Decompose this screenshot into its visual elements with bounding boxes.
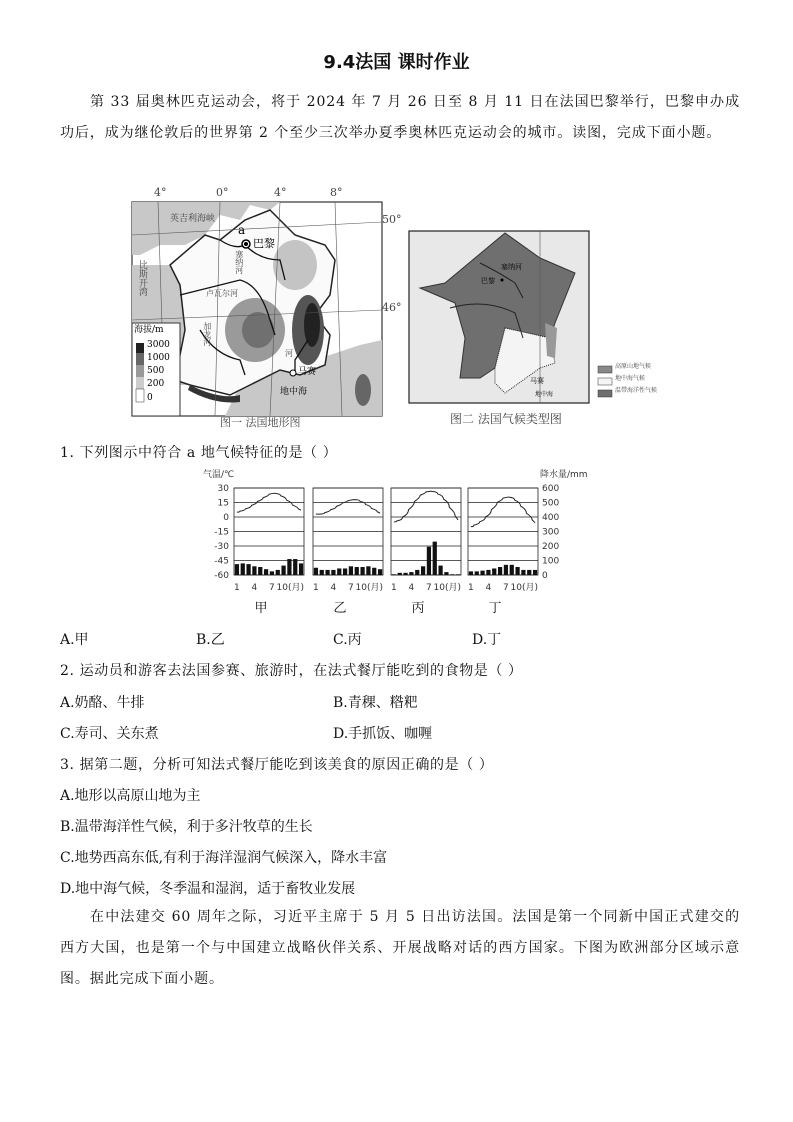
paris-label: 巴黎 <box>253 237 275 250</box>
legend-title: 海拔/m <box>134 325 164 335</box>
month-tick-label: 1 <box>468 583 474 593</box>
precip-bar <box>480 571 484 575</box>
precip-tick-label: 0 <box>542 571 548 581</box>
month-tick-label: 10(月) <box>510 583 538 593</box>
panel-label: 乙 <box>333 601 347 616</box>
seine-label: 塞纳河 <box>234 250 244 274</box>
precip-bar <box>444 572 448 575</box>
legend-highland: 高原山地气候 <box>615 363 652 370</box>
mediterranean-label: 地中海 <box>280 387 308 397</box>
month-tick-label: 7 <box>348 583 354 593</box>
month-tick-label: 10(月) <box>276 583 304 593</box>
precip-tick-label: 500 <box>542 498 560 509</box>
q3-option-d[interactable]: D.地中海气候，冬季温和湿润，适于畜牧业发展 <box>60 881 356 897</box>
garonne-label: 加龙河 <box>202 322 212 346</box>
precip-tick-label: 200 <box>542 542 560 552</box>
marseille-label: 马赛 <box>298 367 317 377</box>
precip-bar <box>515 567 519 575</box>
month-tick-label: 1 <box>234 583 240 593</box>
panel-label: 丁 <box>488 601 502 616</box>
temp-tick-label: -45 <box>214 556 229 567</box>
temp-tick-label: -60 <box>214 571 229 581</box>
point-a-label: a <box>238 223 246 237</box>
month-tick-label: 4 <box>485 583 492 593</box>
outro-paragraph: 在中法建交 60 周年之际，习近平主席于 5 月 5 日出访法国。法国是第一个同新中国正式建交的西方大国，也是第一个与中国建立战略伙伴关系、开展战略对话的西方国家。下图为欧洲部分区域示意图。据此完成下面小题。 <box>60 909 740 987</box>
precip-tick-label: 400 <box>542 513 560 523</box>
channel-label: 英吉利海峡 <box>170 214 216 224</box>
q3-option-c[interactable]: C.地势西高东低,有利于海洋湿润气候深入，降水丰富 <box>60 850 388 866</box>
precip-bar <box>433 542 437 575</box>
precip-bar <box>438 566 442 575</box>
precip-tick-label: 600 <box>542 484 560 494</box>
lon-label: 0° <box>216 186 229 199</box>
q1-option-d[interactable]: D.丁 <box>472 632 502 648</box>
precip-bar <box>325 570 329 575</box>
intro-paragraph: 第 33 届奥林匹克运动会，将于 2024 年 7 月 26 日至 8 月 11 日在法国巴黎举行，巴黎申办成功后，成为继伦敦后的世界第 2 个至少三次举办夏季奥林匹克运动会的城市。读图，完成下面小题。 <box>60 94 740 141</box>
mediterranean-label: 地中海 <box>535 391 554 398</box>
legend-level: 200 <box>147 379 165 389</box>
month-tick-label: 1 <box>313 583 319 593</box>
terrain-map-graphic <box>130 190 398 430</box>
question-1: 1. 下列图示中符合 a 地气候特征的是（ ） <box>60 445 338 461</box>
panel-label: 丙 <box>411 601 425 616</box>
lon-label: 4° <box>274 186 287 199</box>
precip-tick-label: 300 <box>542 527 560 538</box>
precip-bar <box>331 570 335 575</box>
month-tick-label: 7 <box>503 583 509 593</box>
biscay-label: 比斯开湾 <box>136 260 147 296</box>
q2-option-a[interactable]: A.奶酪、牛排 <box>60 695 145 711</box>
legend-level: 500 <box>147 366 165 376</box>
page-title: 9.4法国 课时作业 <box>323 52 470 73</box>
precip-bar <box>427 547 431 575</box>
legend-level: 1000 <box>147 353 170 363</box>
q2-option-b[interactable]: B.青稞、糌粑 <box>333 695 418 711</box>
precip-bar <box>276 570 280 575</box>
figure2-caption: 图二 法国气候类型图 <box>450 412 562 426</box>
precip-bar <box>469 571 473 575</box>
q3-option-a[interactable]: A.地形以高原山地为主 <box>60 788 201 804</box>
precip-bar <box>456 574 460 575</box>
loire-label: 卢瓦尔河 <box>206 289 238 298</box>
figure1-caption: 图一 法国地形图 <box>220 416 301 429</box>
precip-bar <box>498 567 502 575</box>
seine-label: 塞纳河 <box>501 263 522 271</box>
precip-bar <box>252 566 256 575</box>
temp-tick-label: -15 <box>214 527 229 538</box>
legend-level: 3000 <box>147 340 170 350</box>
climate-chart-graphic <box>195 465 595 625</box>
precip-bar <box>258 567 262 575</box>
month-tick-label: 7 <box>426 583 432 593</box>
precip-bar <box>246 564 250 575</box>
precip-bar <box>403 573 407 575</box>
precip-bar <box>392 574 396 575</box>
precip-bar <box>450 574 454 575</box>
q2-option-d[interactable]: D.手抓饭、咖喱 <box>333 726 433 742</box>
month-tick-label: 4 <box>251 583 258 593</box>
month-tick-label: 4 <box>408 583 415 593</box>
lat-label: 50° <box>382 213 402 226</box>
precip-bar <box>293 559 297 575</box>
precip-bar <box>421 566 425 575</box>
precip-bar <box>337 568 341 575</box>
legend-level: 0 <box>147 393 153 403</box>
figure-climate-map <box>405 228 670 433</box>
precip-bar <box>409 572 413 575</box>
precip-bar <box>475 571 479 575</box>
q1-option-c[interactable]: C.丙 <box>333 632 362 648</box>
temp-tick-label: 15 <box>217 498 229 509</box>
precip-bar <box>299 563 303 575</box>
precip-bar <box>241 563 245 575</box>
climate-charts <box>195 465 595 625</box>
legend-maritime: 温带海洋性气候 <box>615 387 658 394</box>
month-tick-label: 7 <box>269 583 275 593</box>
temperature-line <box>471 497 535 527</box>
precip-bar <box>343 568 347 575</box>
precip-bar <box>281 566 285 575</box>
precip-bar <box>349 566 353 575</box>
precip-axis-label: 降水量/mm <box>540 470 588 480</box>
q1-option-a[interactable]: A.甲 <box>60 632 89 648</box>
precip-bar <box>235 564 239 575</box>
precip-bar <box>314 568 318 575</box>
month-tick-label: 10(月) <box>355 583 383 593</box>
rhone-label: 河 <box>285 349 293 358</box>
precip-bar <box>510 565 514 575</box>
precip-bar <box>415 570 419 575</box>
question-2: 2. 运动员和游客去法国参赛、旅游时，在法式餐厅能吃到的食物是（ ） <box>60 663 523 679</box>
month-tick-label: 4 <box>330 583 337 593</box>
precip-bar <box>533 570 537 575</box>
month-tick-label: 10(月) <box>433 583 461 593</box>
precip-bar <box>287 559 291 575</box>
panel-label: 甲 <box>254 601 268 616</box>
lon-label: 8° <box>330 186 343 199</box>
q3-option-b[interactable]: B.温带海洋性气候，利于多汁牧草的生长 <box>60 819 313 835</box>
precip-bar <box>492 568 496 575</box>
question-3: 3. 据第二题，分析可知法式餐厅能吃到该美食的原因正确的是（ ） <box>60 757 494 773</box>
figure-terrain-map <box>130 186 402 430</box>
month-tick-label: 1 <box>391 583 397 593</box>
temp-axis-label: 气温/℃ <box>203 470 235 480</box>
precip-bar <box>372 568 376 575</box>
temperature-line <box>316 500 380 514</box>
precip-bar <box>527 570 531 575</box>
precip-bar <box>366 566 370 575</box>
lat-label: 46° <box>382 301 402 314</box>
q1-option-b[interactable]: B.乙 <box>196 632 225 648</box>
precip-bar <box>521 570 525 575</box>
precip-bar <box>398 573 402 575</box>
precip-bar <box>320 570 324 575</box>
precip-bar <box>378 569 382 575</box>
legend-mediterranean: 地中海气候 <box>615 375 646 382</box>
precip-bar <box>355 567 359 575</box>
precip-bar <box>504 565 508 575</box>
temp-tick-label: 30 <box>217 484 229 494</box>
precip-bar <box>360 567 364 575</box>
q2-option-c[interactable]: C.寿司、关东煮 <box>60 726 159 742</box>
precip-tick-label: 100 <box>542 556 560 567</box>
precip-bar <box>270 571 274 575</box>
precip-bar <box>486 570 490 575</box>
temp-tick-label: 0 <box>223 513 229 523</box>
marseille-label: 马赛 <box>530 377 544 385</box>
precip-bar <box>264 569 268 575</box>
paris-label: 巴黎 <box>481 277 495 285</box>
lon-label: 4° <box>154 186 167 199</box>
temp-tick-label: -30 <box>214 542 229 552</box>
